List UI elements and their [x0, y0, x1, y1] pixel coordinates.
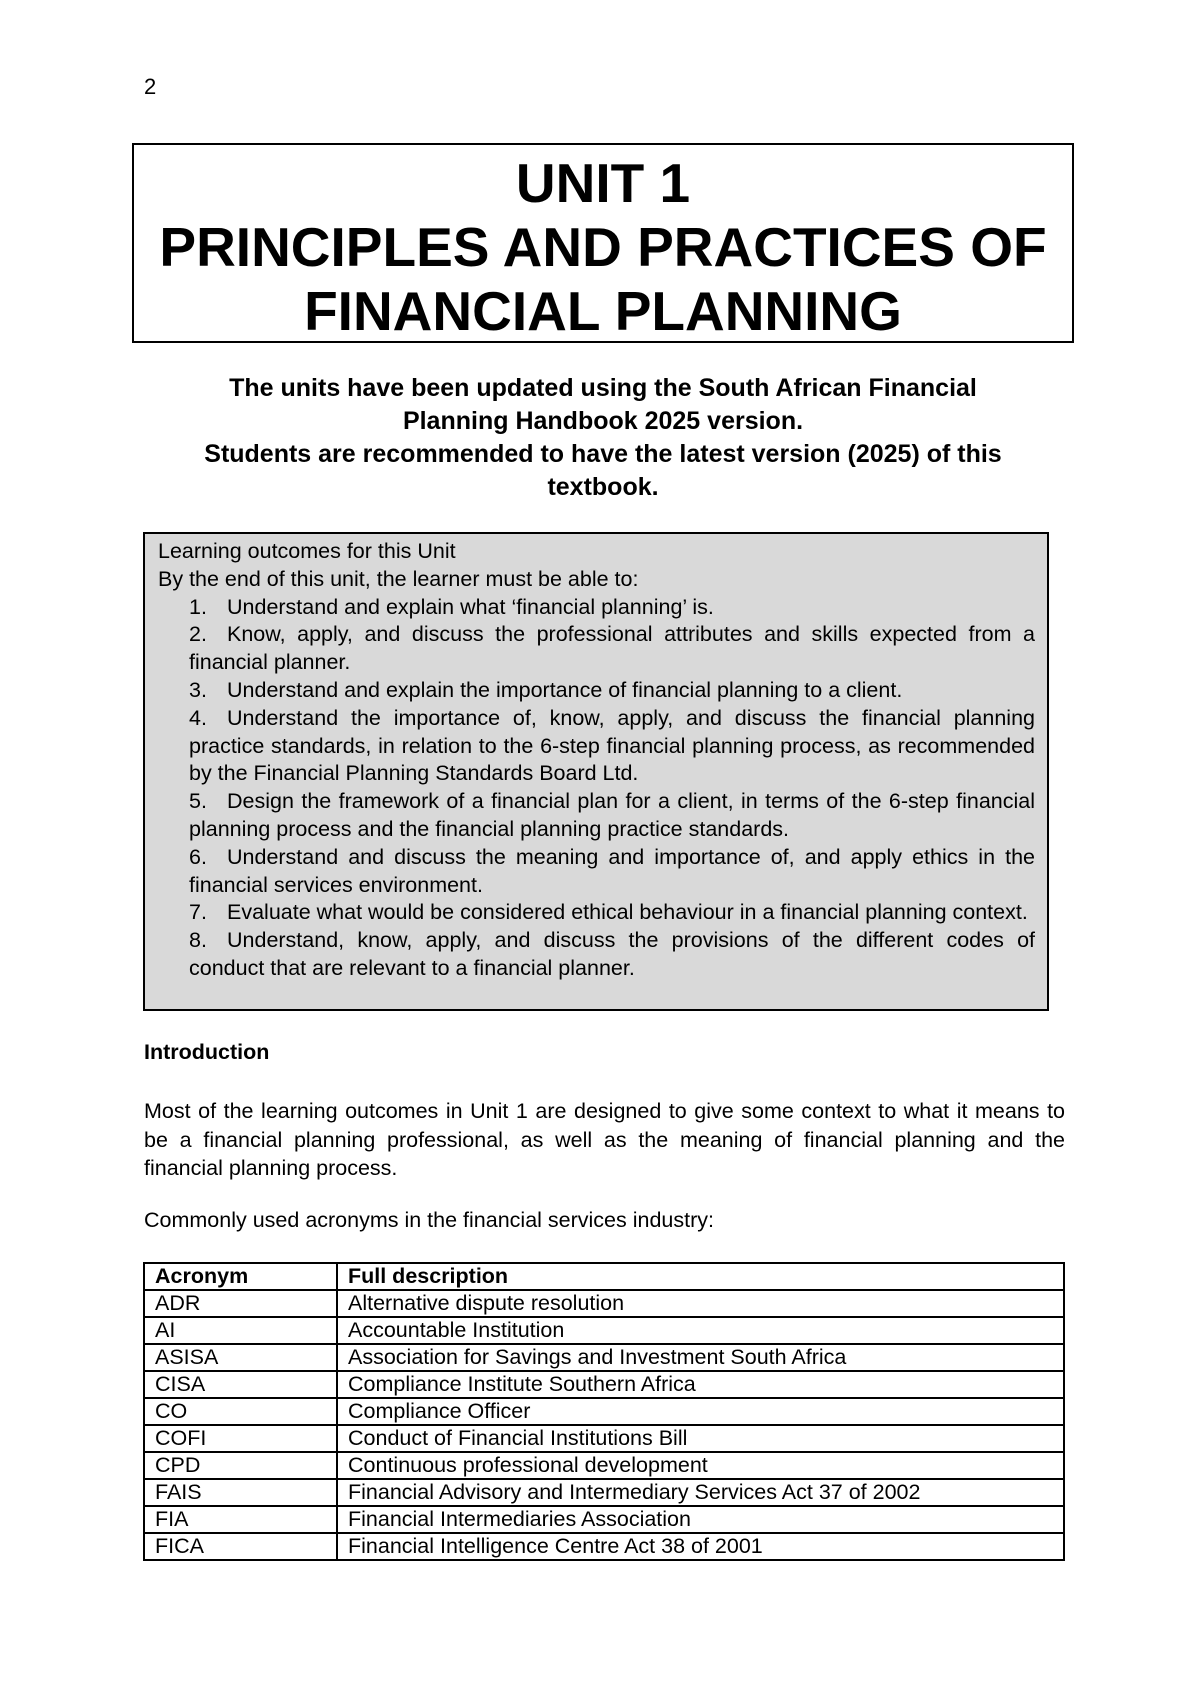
outcome-number: 6.: [189, 844, 207, 869]
outcome-number: 5.: [189, 789, 207, 814]
outcome-text: Design the framework of a financial plan for a client, in terms of the 6-step financial planning process and the financial planning practice standards.: [189, 789, 1035, 841]
description-cell: Alternative dispute resolution: [337, 1290, 1064, 1317]
outcome-text: Understand and explain the importance of financial planning to a client.: [227, 677, 903, 702]
outcome-text: Understand the importance of, know, apply, and discuss the financial planning practice standards, in relation to the 6-step financial planning process, as recommended by the Financial Planning Standards Board Ltd.: [189, 705, 1035, 786]
outcome-number: 8.: [189, 928, 207, 953]
table-row: [144, 1317, 1064, 1344]
notice-line-1: The units have been updated using the South African Financial: [229, 374, 977, 402]
acronym-cell: ADR: [144, 1290, 337, 1317]
table-header-row: [144, 1263, 1064, 1290]
description-cell: Continuous professional development: [337, 1452, 1064, 1479]
table-row: [144, 1398, 1064, 1425]
introduction-paragraph: Most of the learning outcomes in Unit 1 are designed to give some context to what it means to be a financial planning professional, as well as the meaning of financial planning and the financial planning process.: [144, 1099, 1065, 1180]
unit-title-box: [132, 143, 1074, 343]
description-cell: Financial Intermediaries Association: [337, 1506, 1064, 1533]
description-cell: Conduct of Financial Institutions Bill: [337, 1425, 1064, 1452]
table-row: [144, 1371, 1064, 1398]
table-row: [144, 1506, 1064, 1533]
outcome-number: 3.: [189, 677, 207, 702]
description-cell: Compliance Institute Southern Africa: [337, 1371, 1064, 1398]
outcome-number: 4.: [189, 705, 207, 730]
table-row: [144, 1479, 1064, 1506]
table-row: [144, 1290, 1064, 1317]
outcome-item-8: [189, 927, 1035, 983]
table-row: [144, 1452, 1064, 1479]
outcome-item-7: [189, 899, 1035, 927]
notice-line-3: Students are recommended to have the latest version (2025) of this: [204, 440, 1002, 468]
notice-line-4: textbook.: [547, 473, 659, 501]
acronyms-lead-text: Commonly used acronyms in the financial services industry:: [144, 1208, 714, 1232]
outcome-item-4: [189, 705, 1035, 788]
acronym-cell: FIA: [144, 1506, 337, 1533]
outcome-item-1: [189, 594, 1035, 622]
acronym-cell: CPD: [144, 1452, 337, 1479]
outcome-text: Understand and explain what ‘financial planning’ is.: [227, 594, 714, 619]
description-cell: Association for Savings and Investment South Africa: [337, 1344, 1064, 1371]
description-cell: Compliance Officer: [337, 1398, 1064, 1425]
outcome-text: Know, apply, and discuss the professional attributes and skills expected from a financial planner.: [189, 622, 1035, 675]
description-cell: Accountable Institution: [337, 1317, 1064, 1344]
outcome-item-6: [189, 844, 1035, 900]
outcome-number: 2.: [189, 622, 207, 647]
outcome-item-3: [189, 677, 1035, 705]
description-cell: Financial Advisory and Intermediary Services Act 37 of 2002: [337, 1479, 1064, 1506]
description-cell: Financial Intelligence Centre Act 38 of 2001: [337, 1533, 1064, 1560]
page-number: 2: [144, 74, 157, 99]
outcome-text: Understand and discuss the meaning and importance of, and apply ethics in the financial services environment.: [189, 844, 1035, 897]
acronym-cell: CO: [144, 1398, 337, 1425]
table-row: [144, 1344, 1064, 1371]
outcome-text: Understand, know, apply, and discuss the provisions of the different codes of conduct that are relevant to a financial planner.: [189, 928, 1035, 980]
outcome-item-5: [189, 788, 1035, 844]
column-header-acronym: Acronym: [144, 1263, 337, 1290]
update-notice: [132, 372, 1074, 504]
outcomes-lead: By the end of this unit, the learner must be able to:: [158, 566, 639, 591]
table-row: [144, 1425, 1064, 1452]
unit-title-line-3: FINANCIAL PLANNING: [304, 280, 902, 342]
table-row: [144, 1533, 1064, 1560]
column-header-description: Full description: [337, 1263, 1064, 1290]
acronym-cell: CISA: [144, 1371, 337, 1398]
learning-outcomes-box: [143, 532, 1049, 1011]
notice-line-2: Planning Handbook 2025 version.: [402, 407, 804, 435]
acronym-cell: COFI: [144, 1425, 337, 1452]
outcome-number: 1.: [189, 594, 207, 619]
acronym-cell: ASISA: [144, 1344, 337, 1371]
outcome-number: 7.: [189, 900, 207, 925]
acronym-cell: AI: [144, 1317, 337, 1344]
acronym-cell: FICA: [144, 1533, 337, 1560]
outcomes-heading: Learning outcomes for this Unit: [158, 539, 456, 563]
acronym-cell: FAIS: [144, 1479, 337, 1506]
outcome-text: Evaluate what would be considered ethical behaviour in a financial planning context.: [227, 900, 1028, 925]
acronym-table: [143, 1262, 1065, 1561]
unit-title-line-1: UNIT 1: [515, 152, 691, 214]
outcome-item-2: [189, 621, 1035, 677]
unit-title-line-2: PRINCIPLES AND PRACTICES OF: [159, 216, 1047, 278]
introduction-heading: Introduction: [144, 1040, 270, 1064]
